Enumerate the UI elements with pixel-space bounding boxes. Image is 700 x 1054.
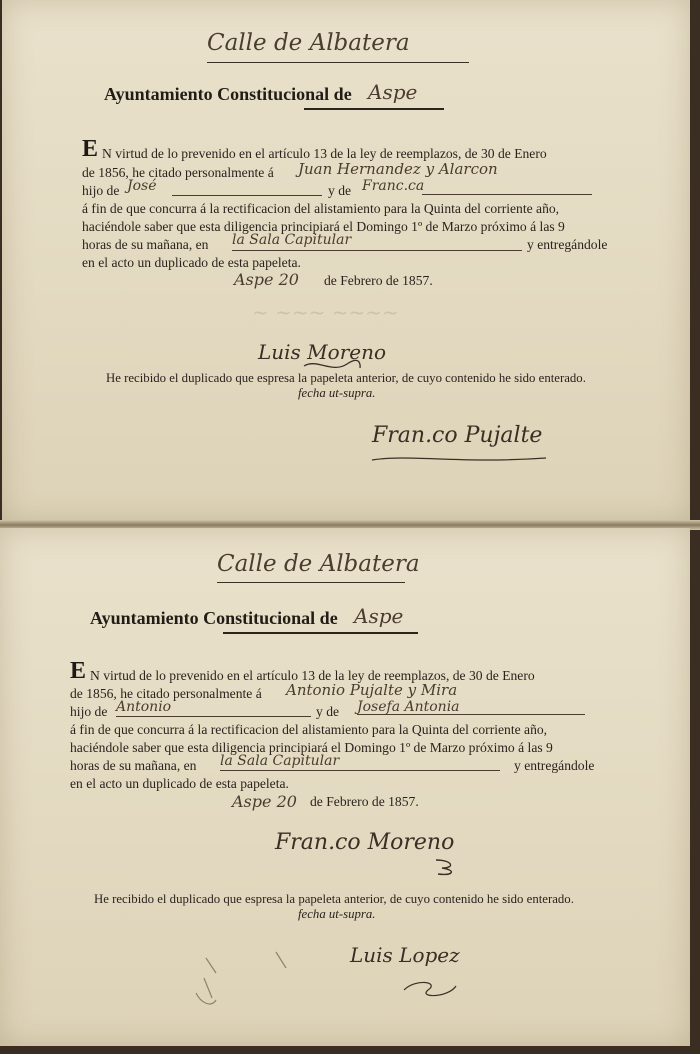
body-line-5: haciéndole saber que esta diligencia principiará el Domingo 1º de Marzo próximo á las 9 [70, 740, 553, 755]
meeting-place: la Sala Capitular [220, 753, 340, 769]
mother-name: Josefa Antonia [357, 699, 460, 715]
father-fill-line [116, 716, 311, 717]
drop-cap: E [70, 658, 87, 684]
cited-person-name: Antonio Pujalte y Mira [286, 681, 458, 699]
body-line-6-start: horas de su mañana, en [70, 758, 197, 773]
street-name: Calle de Albatera [207, 30, 410, 56]
fecha-ut-supra: fecha ut-supra. [298, 386, 376, 400]
town-name: Aspe [354, 604, 404, 628]
place-fill-line [220, 770, 500, 771]
drop-cap: E [82, 136, 99, 162]
street-underline [207, 62, 469, 63]
bleed-through-text: ~ ~~~ ~~~~ [252, 300, 399, 324]
town-name: Aspe [368, 80, 418, 104]
meeting-place: la Sala Capitular [232, 232, 352, 248]
date-printed: de Febrero de 1857. [324, 273, 433, 288]
server-signature: Luis Moreno [258, 340, 387, 364]
receiver-signature: Luis Lopez [350, 943, 460, 967]
body-line-6-start: horas de su mañana, en [82, 237, 209, 252]
server-signature: Fran.co Moreno [275, 830, 455, 855]
mother-fill-line [357, 714, 585, 715]
body-line-5: haciéndole saber que esta diligencia principiará el Domingo 1º de Marzo próximo á las 9 [82, 219, 565, 234]
body-y-de: y de [316, 704, 340, 719]
body-y-de: y de [328, 183, 352, 198]
father-fill-line [172, 195, 322, 196]
body-line-2: de 1856, he citado personalmente á [70, 686, 262, 701]
body-line-6-end: y entregándole [514, 758, 595, 773]
receipt-statement: He recibido el duplicado que espresa la papeleta anterior, de cuyo contenido he sido enterado. [94, 892, 574, 906]
body-line-7: en el acto un duplicado de esta papeleta. [82, 255, 301, 270]
title-underline [223, 632, 418, 634]
receiver-signature-flourish [400, 976, 460, 1000]
receipt-statement: He recibido el duplicado que espresa la papeleta anterior, de cuyo contenido he sido enterado. [106, 371, 586, 385]
date-hand: Aspe 20 [232, 792, 297, 811]
receiver-signature-flourish [370, 452, 550, 466]
date-printed: de Febrero de 1857. [310, 794, 419, 809]
mother-fill-line [422, 194, 592, 195]
body-line-4: á fin de que concurra á la rectificacion del alistamiento para la Quinta del corriente año, [82, 201, 560, 216]
body-line-4: á fin de que concurra á la rectificacion del alistamiento para la Quinta del corriente año, [70, 722, 548, 737]
body-hijo-de: hijo de [70, 704, 108, 719]
title-underline [304, 108, 444, 110]
body-line-1: N virtud de lo prevenido en el artículo 13 de la ley de reemplazos, de 30 de Enero [102, 146, 547, 161]
fecha-ut-supra: fecha ut-supra. [298, 907, 376, 921]
cited-person-name: Juan Hernandez y Alarcon [298, 160, 498, 178]
signature-flourish [432, 856, 462, 878]
ink-marks [176, 938, 306, 1018]
father-name: José [127, 178, 157, 194]
top-summons-sheet [2, 0, 690, 522]
mother-name: Franc.ca [362, 178, 425, 194]
form-title: Ayuntamiento Constitucional de [90, 608, 338, 628]
body-line-2: de 1856, he citado personalmente á [82, 165, 274, 180]
body-hijo-de: hijo de [82, 183, 120, 198]
street-underline [217, 582, 405, 583]
form-title: Ayuntamiento Constitucional de [104, 84, 352, 104]
body-line-1: N virtud de lo prevenido en el artículo 13 de la ley de reemplazos, de 30 de Enero [90, 668, 535, 683]
body-line-7: en el acto un duplicado de esta papeleta. [70, 776, 289, 791]
bottom-summons-sheet [0, 528, 690, 1046]
body-line-6-end: y entregándole [527, 237, 608, 252]
father-name: Antonio [116, 699, 172, 715]
receiver-signature: Fran.co Pujalte [372, 423, 543, 448]
street-name: Calle de Albatera [217, 551, 420, 577]
date-hand: Aspe 20 [234, 270, 299, 289]
place-fill-line [232, 250, 522, 251]
